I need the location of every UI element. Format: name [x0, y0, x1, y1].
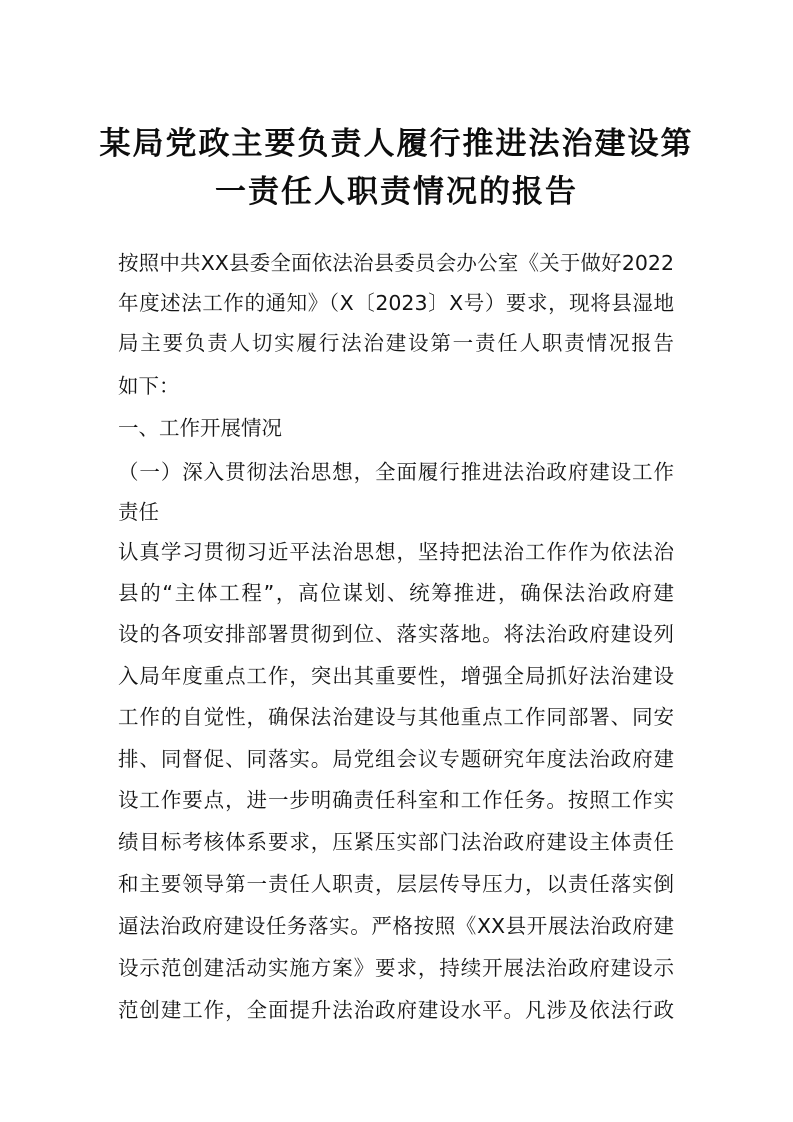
- body-line-18: 设示范创建活动实施方案》要求，持续开展法治政府建设示: [118, 956, 674, 980]
- body-line-11: 入局年度重点工作，突出其重要性，增强全局抓好法治建设: [118, 664, 674, 688]
- subsection-heading-1: （一）深入贯彻法治思想，全面履行推进法治政府建设工作: [118, 460, 674, 484]
- body-line-17: 逼法治政府建设任务落实。严格按照《XX县开展法治政府建: [118, 914, 674, 938]
- body-line-12: 工作的自觉性，确保法治建设与其他重点工作同部署、同安: [118, 705, 674, 729]
- body-line-13: 排、同督促、同落实。局党组会议专题研究年度法治政府建: [118, 747, 674, 771]
- body-line-8: 认真学习贯彻习近平法治思想，坚持把法治工作作为依法治: [118, 540, 674, 564]
- body-line-15: 绩目标考核体系要求，压紧压实部门法治政府建设主体责任: [118, 830, 674, 854]
- document-title-line-1: 某局党政主要负责人履行推进法治建设第: [99, 126, 694, 162]
- body-line-14: 设工作要点，进一步明确责任科室和工作任务。按照工作实: [118, 788, 674, 812]
- body-line-4: 如下：: [118, 374, 180, 398]
- body-line-16: 和主要领导第一责任人职责，层层传导压力，以责任落实倒: [118, 872, 674, 896]
- section-heading-1: 一、工作开展情况: [118, 416, 282, 440]
- body-line-2: 年度述法工作的通知》（X〔2023〕X号）要求，现将县湿地: [118, 291, 674, 315]
- body-line-19: 范创建工作，全面提升法治政府建设水平。凡涉及依法行政: [118, 998, 674, 1022]
- body-line-3: 局主要负责人切实履行法治建设第一责任人职责情况报告: [118, 331, 674, 355]
- subsection-heading-1-cont: 责任: [118, 500, 159, 524]
- body-line-9: 县的“主体工程”，高位谋划、统筹推进，确保法治政府建: [118, 581, 674, 605]
- document-title-line-2: 一责任人职责情况的报告: [215, 174, 578, 210]
- body-line-1: 按照中共XX县委全面依法治县委员会办公室《关于做好2022: [118, 251, 674, 275]
- body-line-10: 设的各项安排部署贯彻到位、落实落地。将法治政府建设列: [118, 622, 674, 646]
